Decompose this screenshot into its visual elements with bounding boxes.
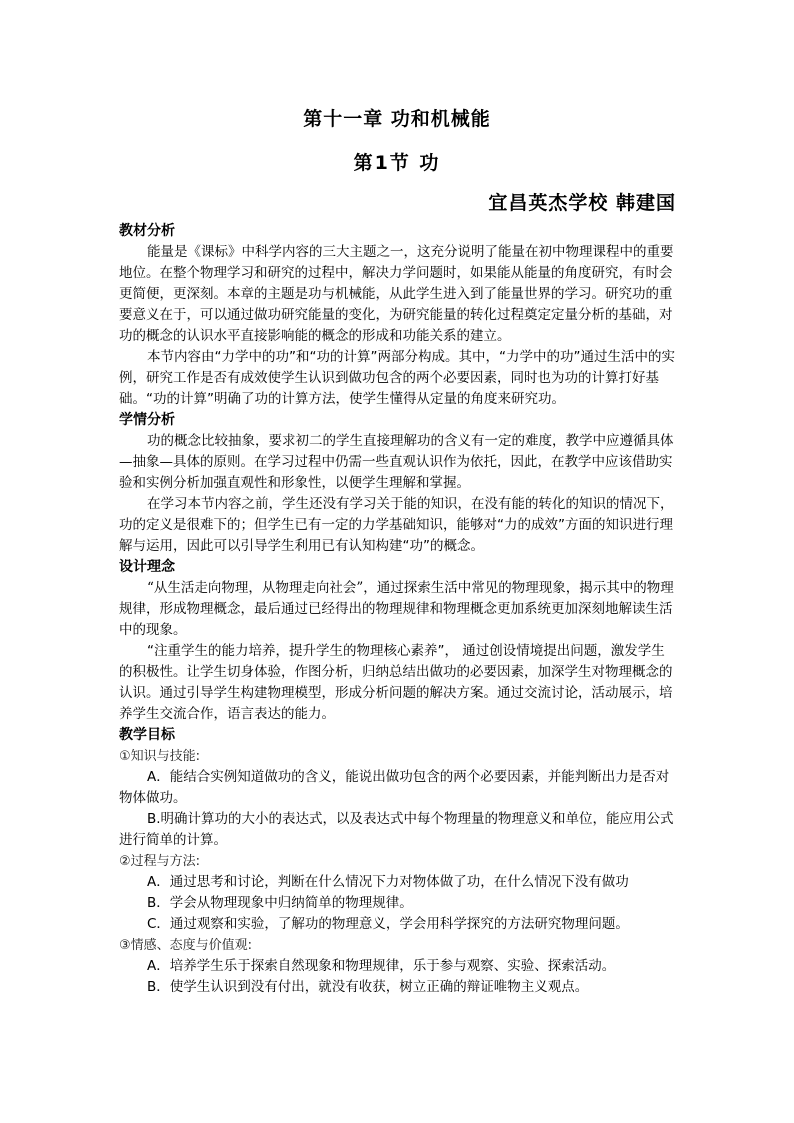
design-paragraph-2: “注重学生的能力培养，提升学生的物理核心素养”， 通过创设情境提出问题，激发学生的积极性。让学生切身体验，作图分析，归纳总结出做功的必要因素，加深学生对物理概念的认识。通过引导学生构建物理模型，形成分析问题的解决方案。通过交流讨论，活动展示，培养学生交流合作，语言表达的能力。	[119, 643, 673, 722]
goal-knowledge-a: A．能结合实例知道做功的含义，能说出做功包含的两个必要因素，并能判断出力是否对物体做功。	[119, 769, 670, 806]
section-title: 第1节 功	[353, 152, 441, 174]
heading-design: 设计理念	[119, 559, 175, 575]
goal-process-b: B．学会从物理现象中归纳简单的物理规律。	[147, 895, 413, 911]
goal-process-label: ②过程与方法:	[119, 854, 201, 869]
goal-process-a: A．通过思考和讨论，判断在什么情况下力对物体做了功，在什么情况下没有做功	[147, 874, 629, 890]
goal-attitude-b: B．使学生认识到没有付出，就没有收获，树立正确的辩证唯物主义观点。	[147, 979, 589, 995]
goal-knowledge-b: B.明确计算功的大小的表达式，以及表达式中每个物理量的物理意义和单位，能应用公式进行简单的计算。	[119, 811, 674, 848]
material-paragraph-1: 能量是《课标》中科学内容的三大主题之一，这充分说明了能量在初中物理课程中的重要地位。在整个物理学习和研究的过程中，解决力学问题时，如果能从能量的角度研究，有时会更简便，更深刻。本章的主题是功与机械能，从此学生进入到了能量世界的学习。研究功的重要意义在于，可以通过做功研究能量的变化，为研究能量的转化过程奠定定量分析的基础，对功的概念的认识水平直接影响能的概念的形成和功能关系的建立。	[119, 244, 674, 344]
heading-material: 教材分析	[119, 223, 175, 239]
goal-process-c: C．通过观察和实验，了解功的物理意义，学会用科学探究的方法研究物理问题。	[147, 916, 629, 932]
goal-attitude-a: A．培养学生乐于探索自然现象和物理规律，乐于参与观察、实验、探索活动。	[147, 958, 616, 974]
students-paragraph-2: 在学习本节内容之前，学生还没有学习关于能的知识，在没有能的转化的知识的情况下，功的定义是很难下的；但学生已有一定的力学基础知识，能够对“力的成效”方面的知识进行理解与运用，因此可以引导学生利用已有认知构建“功”的概念。	[119, 496, 674, 554]
author-line: 宜昌英杰学校 韩建国	[488, 192, 676, 214]
heading-goals: 教学目标	[119, 727, 175, 743]
document-body	[119, 221, 675, 998]
goal-attitude-label: ③情感、态度与价值观:	[119, 938, 253, 953]
chapter-title: 第十一章 功和机械能	[303, 108, 491, 130]
design-paragraph-1: “从生活走向物理，从物理走向社会”，通过探索生活中常见的物理现象，揭示其中的物理规律，形成物理概念，最后通过已经得出的物理规律和物理概念更加系统更加深刻地解读生活中的现象。	[119, 580, 674, 638]
students-paragraph-1: 功的概念比较抽象，要求初二的学生直接理解功的含义有一定的难度，教学中应遵循具体—抽象—具体的原则。在学习过程中仍需一些直观认识作为依托，因此，在教学中应该借助实验和实例分析加强直观性和形象性，以便学生理解和掌握。	[119, 433, 674, 491]
goal-knowledge-label: ①知识与技能:	[119, 749, 201, 764]
heading-students: 学情分析	[119, 412, 175, 428]
material-paragraph-2: 本节内容由“力学中的功”和“功的计算”两部分构成。其中，“力学中的功”通过生活中的实例，研究工作是否有成效使学生认识到做功包含的两个必要因素，同时也为功的计算打好基础。“功的计算”明确了功的计算方法，使学生懂得从定量的角度来研究功。	[119, 349, 675, 407]
